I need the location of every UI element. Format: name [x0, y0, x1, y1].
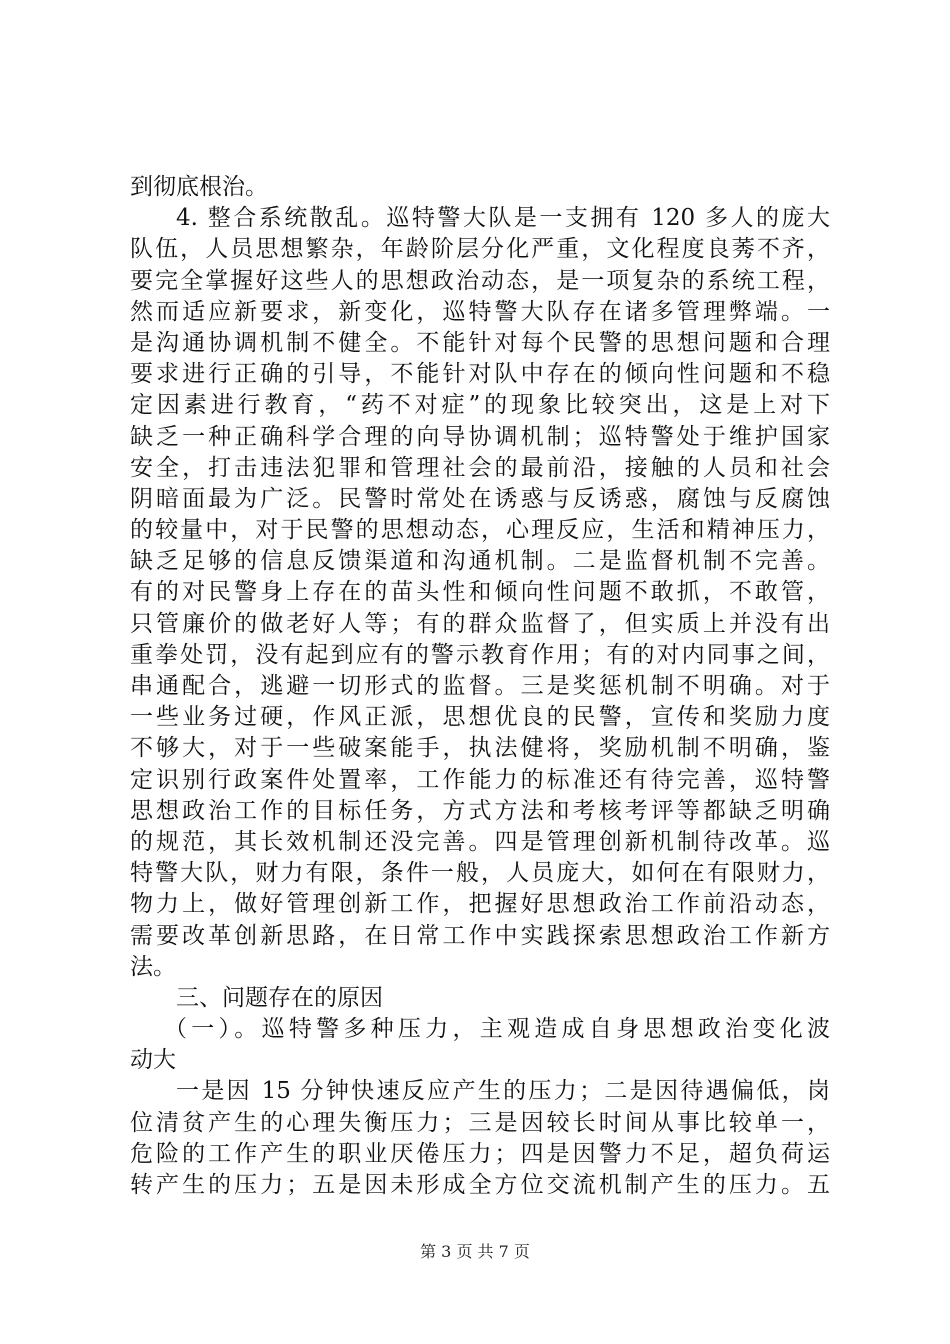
document-body: [130, 172, 830, 1201]
text-line: 到彻底根治。: [130, 174, 268, 200]
subsection-heading: （一）。巡特警多种压力，主观造成自身思想政治变化波: [164, 1016, 830, 1043]
text-line: 物力上，做好管理创新工作，把握好思想政治工作前沿动态，: [130, 891, 830, 918]
text-line: 危险的工作产生的职业厌倦压力；四是因警力不足，超负荷运: [130, 1140, 830, 1167]
subsection-heading-cont: 动大: [130, 1047, 176, 1074]
text-line: 定识别行政案件处置率，工作能力的标准还有待完善，巡特警: [130, 766, 830, 793]
text-line: 定因素进行教育，“药不对症”的现象比较突出，这是上对下: [130, 392, 830, 419]
text-line: 法。: [130, 953, 176, 980]
text-line: 重拳处罚，没有起到应有的警示教育作用；有的对内同事之间，: [130, 641, 830, 668]
text-line: 的较量中，对于民警的思想动态，心理反应，生活和精神压力，: [130, 517, 830, 544]
text-line: 缺乏一种正确科学合理的向导协调机制；巡特警处于维护国家: [130, 423, 830, 450]
page-number-footer: 第 3 页 共 7 页: [420, 1242, 530, 1261]
text-line: 位清贫产生的心理失衡压力；三是因较长时间从事比较单一，: [130, 1109, 830, 1136]
text-line: 阴暗面最为广泛。民警时常处在诱惑与反诱惑，腐蚀与反腐蚀: [130, 485, 830, 512]
text-line: 不够大，对于一些破案能手，执法健将，奖励机制不明确，鉴: [130, 735, 830, 762]
text-line: 特警大队，财力有限，条件一般，人员庞大，如何在有限财力，: [130, 860, 830, 887]
text-line: 的规范，其长效机制还没完善。四是管理创新机制待改革。巡: [130, 828, 830, 855]
text-line: 然而适应新要求，新变化，巡特警大队存在诸多管理弊端。一: [130, 298, 830, 325]
text-line: 队伍，人员思想繁杂，年龄阶层分化严重，文化程度良莠不齐，: [130, 236, 830, 263]
text-line: 思想政治工作的目标任务，方式方法和考核考评等都缺乏明确: [130, 797, 830, 824]
section-heading: 三、问题存在的原因: [176, 984, 383, 1011]
text-line: 安全，打击违法犯罪和管理社会的最前沿，接触的人员和社会: [130, 454, 830, 481]
text-line: 一是因 15 分钟快速反应产生的压力；二是因待遇偏低，岗: [176, 1078, 830, 1105]
text-line: 要完全掌握好这些人的思想政治动态，是一项复杂的系统工程，: [130, 267, 830, 294]
text-line: 串通配合，逃避一切形式的监督。三是奖惩机制不明确。对于: [130, 673, 830, 699]
text-line: 要求进行正确的引导，不能针对队中存在的倾向性问题和不稳: [130, 361, 830, 388]
text-line: 缺乏足够的信息反馈渠道和沟通机制。二是监督机制不完善。: [130, 548, 830, 575]
text-line: 转产生的压力；五是因未形成全方位交流机制产生的压力。五: [130, 1172, 830, 1198]
text-line: 需要改革创新思路，在日常工作中实践探索思想政治工作新方: [130, 922, 830, 949]
text-line: 4. 整合系统散乱。巡特警大队是一支拥有 120 多人的庞大: [176, 205, 830, 232]
text-line: 一些业务过硬，作风正派，思想优良的民警，宣传和奖励力度: [130, 704, 830, 731]
text-line: 是沟通协调机制不健全。不能针对每个民警的思想问题和合理: [130, 329, 830, 356]
text-line: 只管廉价的做老好人等；有的群众监督了，但实质上并没有出: [130, 610, 830, 637]
text-line: 有的对民警身上存在的苗头性和倾向性问题不敢抓，不敢管，: [130, 579, 830, 606]
